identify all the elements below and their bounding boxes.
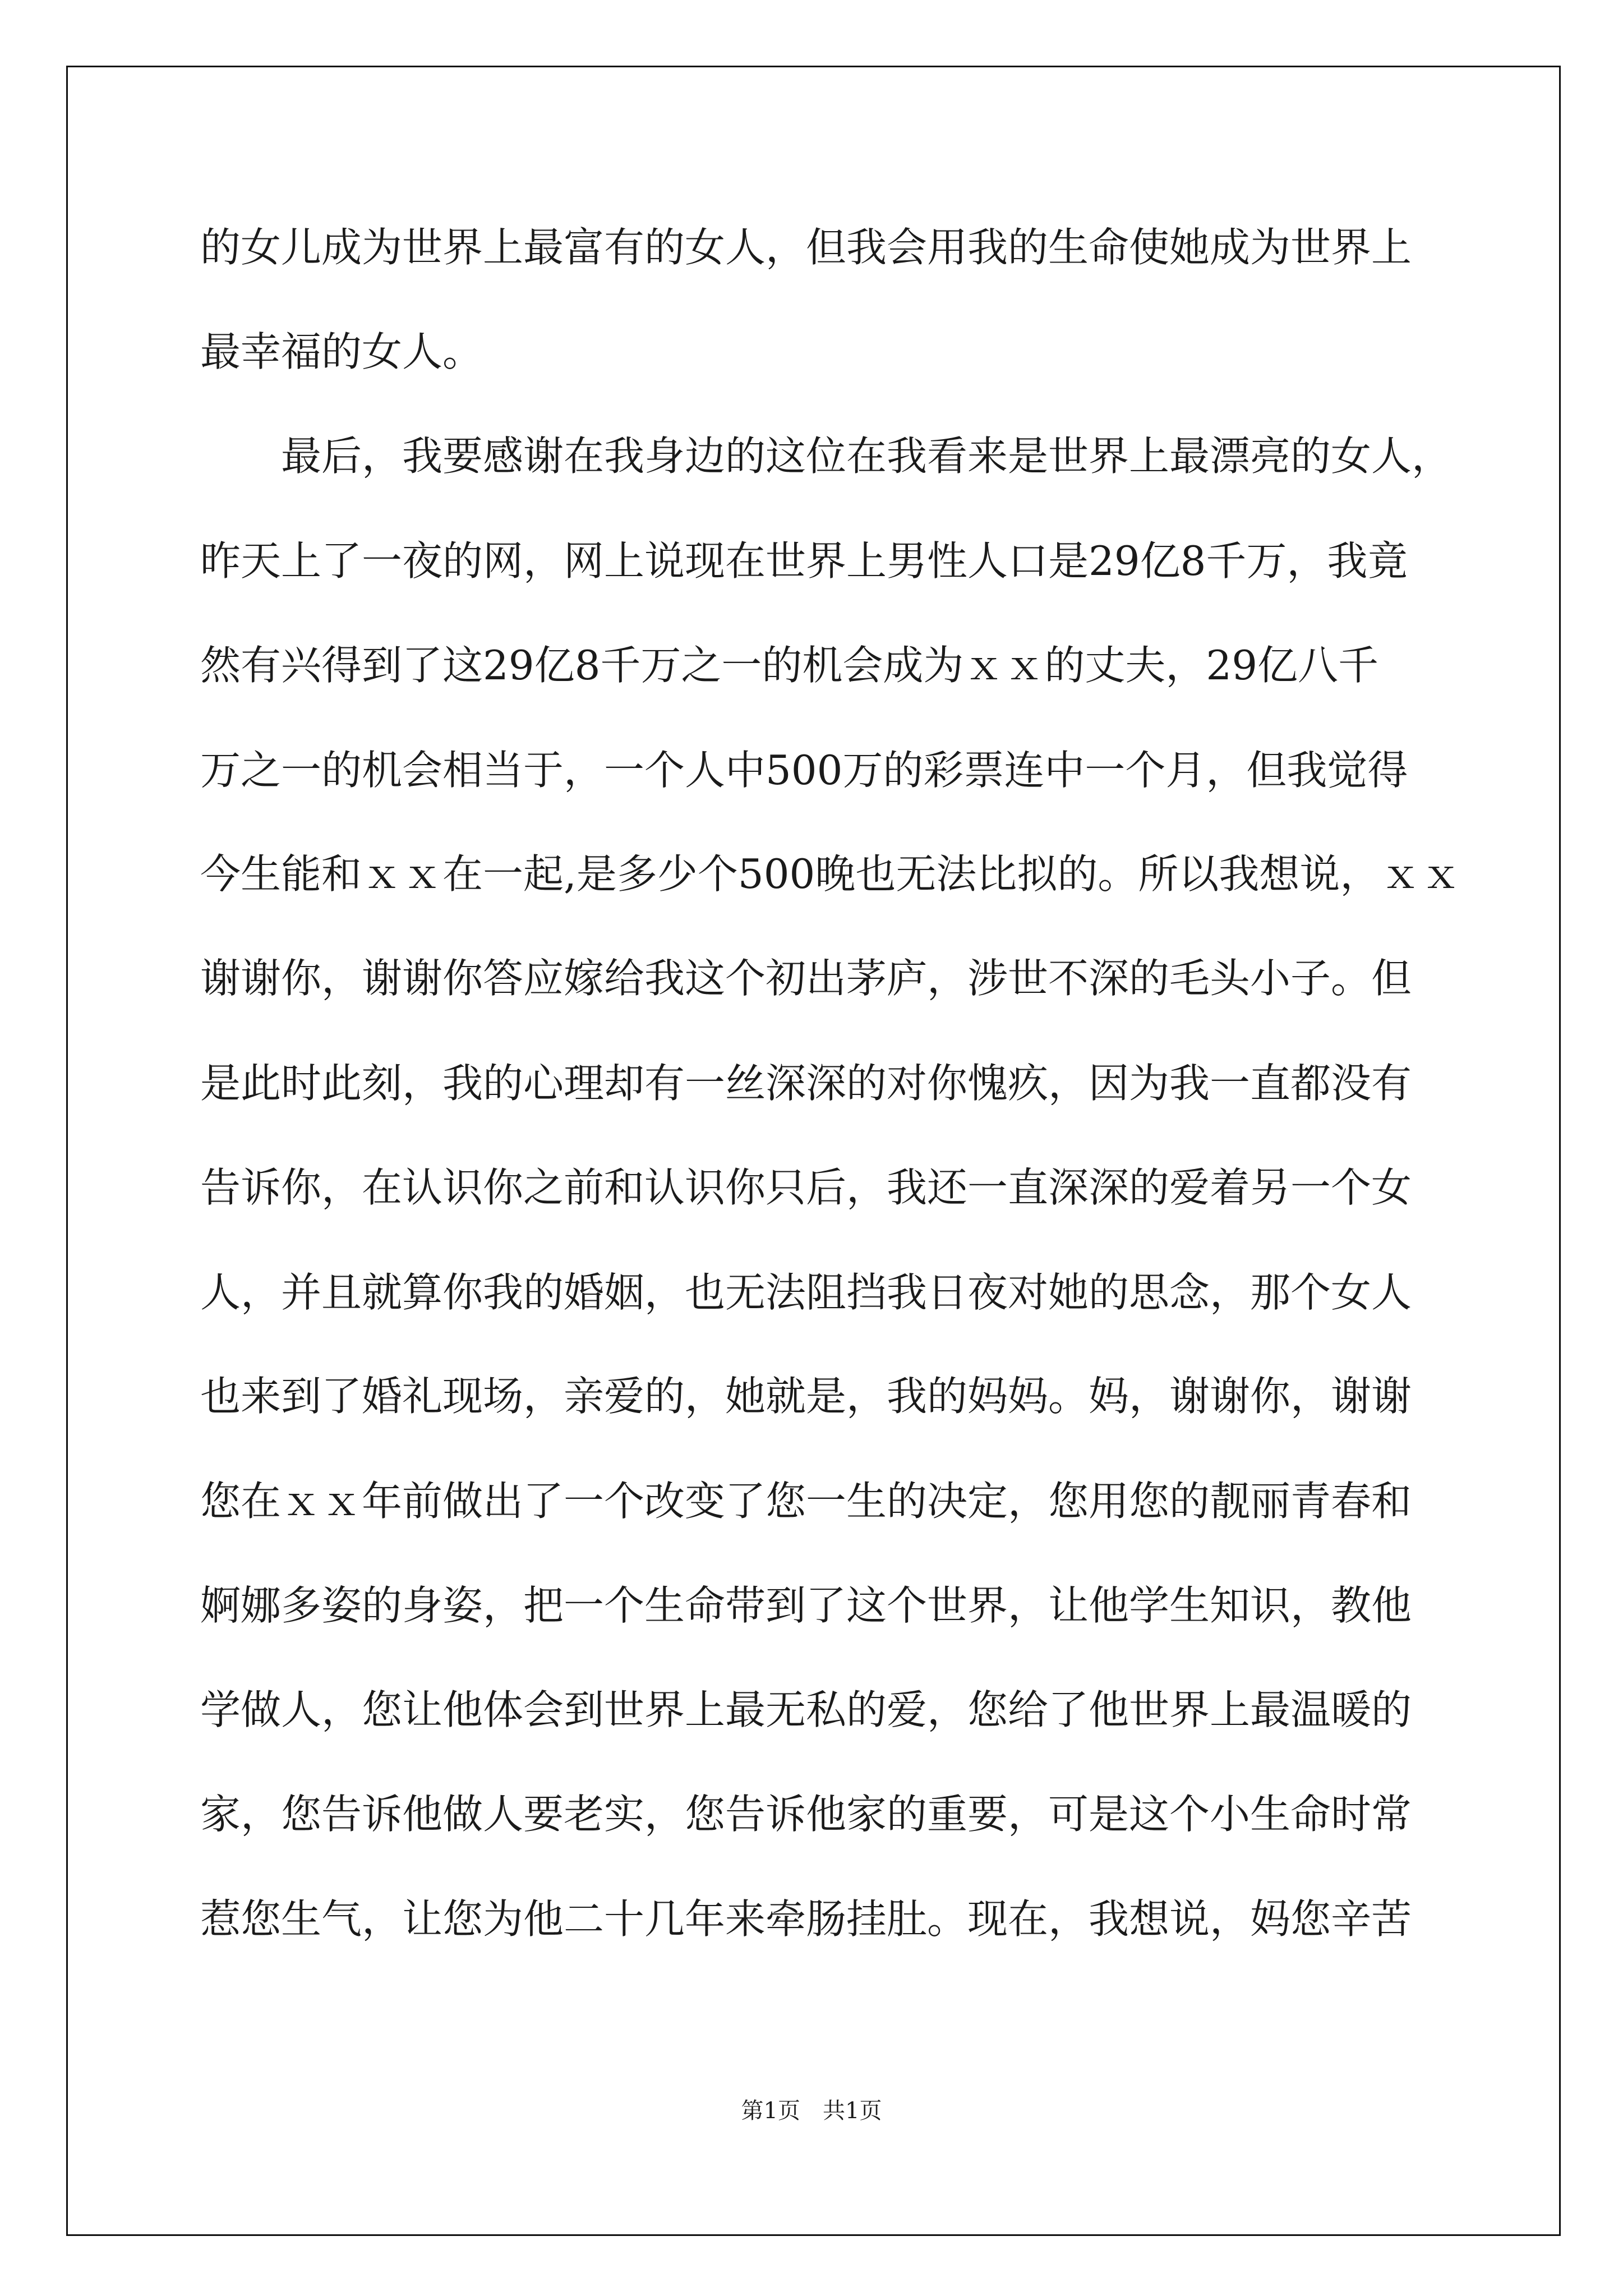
body-line-7: 今生能和ｘｘ在一起,是多少个500晚也无法比拟的。所以我想说，ｘｘ bbox=[200, 850, 1461, 898]
body-line-14: 婀娜多姿的身姿，把一个生命带到了这个世界，让他学生知识，教他 bbox=[200, 1582, 1412, 1629]
body-line-6: 万之一的机会相当于，一个人中500万的彩票连中一个月，但我觉得 bbox=[200, 747, 1408, 794]
page-number-footer: 第1页 共1页 bbox=[741, 2098, 882, 2124]
body-line-5: 然有兴得到了这29亿8千万之一的机会成为ｘｘ的丈夫，29亿八千 bbox=[200, 642, 1379, 689]
body-line-9: 是此时此刻，我的心理却有一丝深深的对你愧疚，因为我一直都没有 bbox=[200, 1060, 1412, 1107]
body-line-10: 告诉你，在认识你之前和认识你只后，我还一直深深的爱着另一个女 bbox=[200, 1164, 1412, 1211]
body-line-2: 最幸福的女人。 bbox=[200, 328, 483, 375]
body-line-8: 谢谢你，谢谢你答应嫁给我这个初出茅庐，涉世不深的毛头小子。但 bbox=[200, 955, 1412, 1002]
body-line-12: 也来到了婚礼现场，亲爱的，她就是，我的妈妈。妈，谢谢你，谢谢 bbox=[200, 1373, 1412, 1420]
body-line-16: 家，您告诉他做人要老实，您告诉他家的重要，可是这个小生命时常 bbox=[200, 1791, 1412, 1838]
body-line-1: 的女儿成为世界上最富有的女人，但我会用我的生命使她成为世界上 bbox=[200, 224, 1412, 271]
body-line-3: 最后，我要感谢在我身边的这位在我看来是世界上最漂亮的女人， bbox=[200, 432, 1453, 480]
body-line-11: 人，并且就算你我的婚姻，也无法阻挡我日夜对她的思念，那个女人 bbox=[200, 1269, 1412, 1316]
body-line-15: 学做人，您让他体会到世界上最无私的爱，您给了他世界上最温暖的 bbox=[200, 1686, 1412, 1733]
body-line-17: 惹您生气，让您为他二十几年来牵肠挂肚。现在，我想说，妈您辛苦 bbox=[200, 1895, 1412, 1943]
body-line-13: 您在ｘｘ年前做出了一个改变了您一生的决定，您用您的靓丽青春和 bbox=[200, 1478, 1412, 1525]
body-line-4: 昨天上了一夜的网，网上说现在世界上男性人口是29亿8千万，我竟 bbox=[200, 537, 1408, 585]
